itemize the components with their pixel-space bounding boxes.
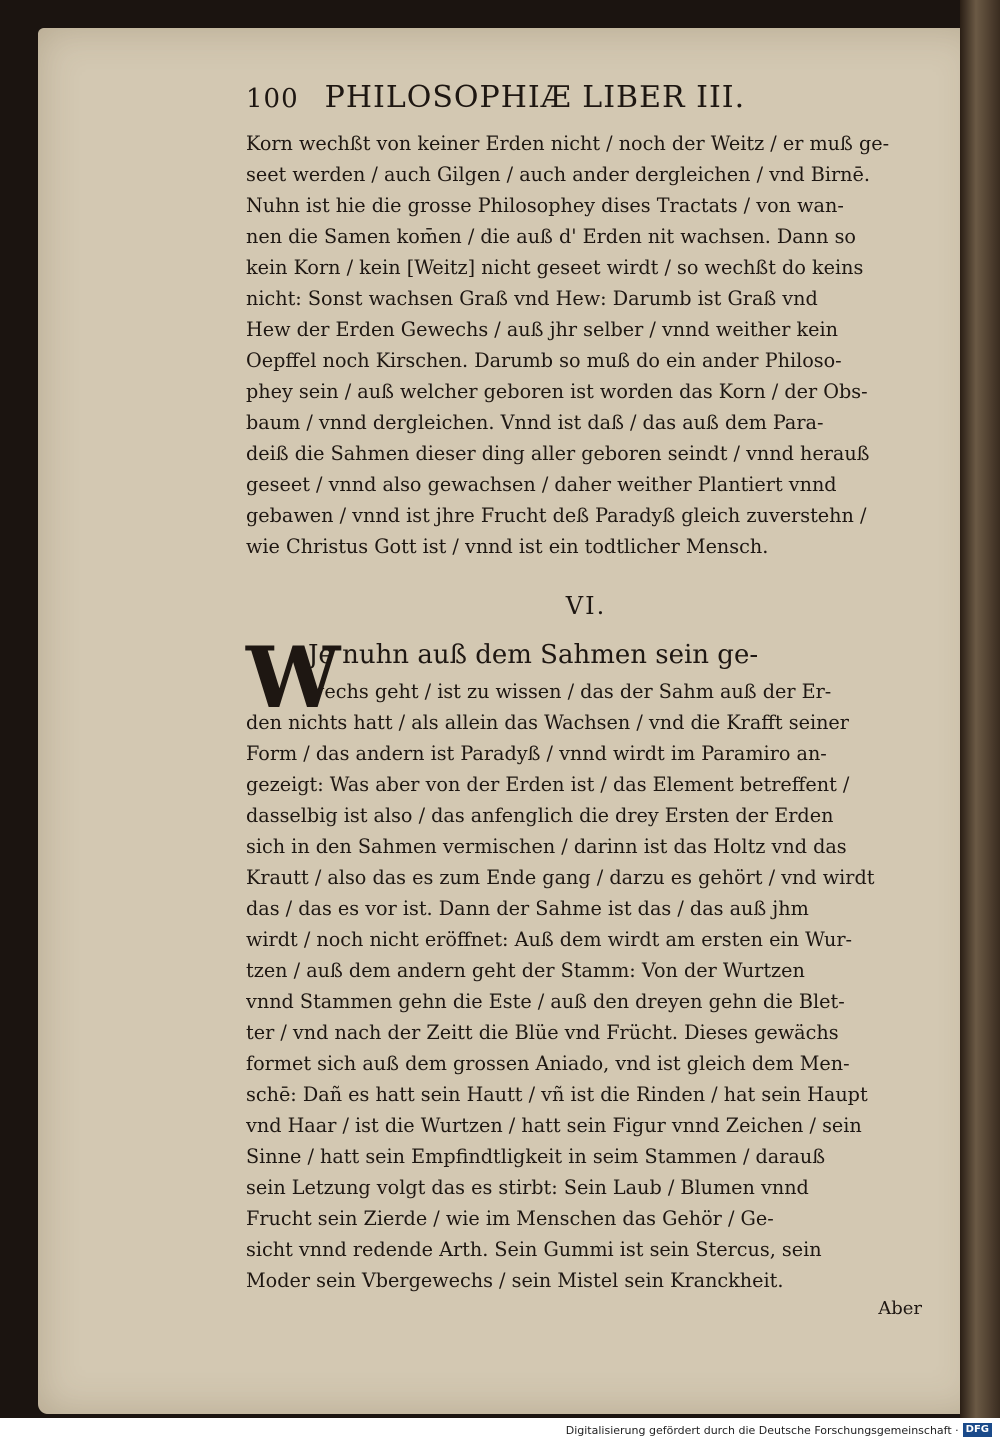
catchword: Aber: [878, 1298, 922, 1319]
text-line: vnnd Stammen gehn die Este / auß den dreyen gehn die Blet-: [246, 990, 845, 1013]
section-number: VI.: [565, 592, 607, 620]
text-line: ter / vnd nach der Zeitt die Blüe vnd Frücht. Dieses gewächs: [246, 1021, 839, 1044]
top-paragraph: [246, 128, 926, 562]
text-line: wechs geht / ist zu wissen / das der Sahm auß der Er-: [308, 680, 832, 703]
text-line: tzen / auß dem andern geht der Stamm: Von der Wurtzen: [246, 959, 805, 982]
text-line: sicht vnnd redende Arth. Sein Gummi ist sein Stercus, sein: [246, 1238, 822, 1261]
drop-cap: W: [246, 628, 341, 727]
text-line: kein Korn / kein [Weitz] nicht geseet wirdt / so wechßt do keins: [246, 256, 864, 279]
text-line: Frucht sein Zierde / wie im Menschen das Gehör / Ge-: [246, 1207, 774, 1230]
text-line: sich in den Sahmen vermischen / darinn ist das Holtz vnd das: [246, 835, 847, 858]
text-line: sein Letzung volgt das es stirbt: Sein Laub / Blumen vnnd: [246, 1176, 809, 1199]
text-line: das / das es vor ist. Dann der Sahme ist das / das auß jhm: [246, 897, 809, 920]
text-line: Sinne / hatt sein Empfindtligkeit in seim Stammen / darauß: [246, 1145, 826, 1168]
text-line: seet werden / auch Gilgen / auch ander dergleichen / vnd Birnē.: [246, 163, 870, 186]
text-line: geseet / vnnd also gewachsen / daher weither Plantiert vnnd: [246, 473, 837, 496]
text-line: gebawen / vnnd ist jhre Frucht deß Paradyß gleich zuverstehn /: [246, 504, 867, 527]
text-line: Form / das andern ist Paradyß / vnnd wirdt im Paramiro an-: [246, 742, 827, 765]
text-line: Oepffel noch Kirschen. Darumb so muß do ein ander Philoso-: [246, 349, 842, 372]
text-line: nen die Samen kom̄en / die auß d' Erden nit wachsen. Dann so: [246, 225, 856, 248]
text-line: Hew der Erden Gewechs / auß jhr selber / vnnd weither kein: [246, 318, 838, 341]
text-line: den nichts hatt / als allein das Wachsen / vnd die Krafft seiner: [246, 711, 849, 734]
text-line: formet sich auß dem grossen Aniado, vnd ist gleich dem Men-: [246, 1052, 850, 1075]
text-line: phey sein / auß welcher geboren ist worden das Korn / der Obs-: [246, 380, 868, 403]
text-line: wirdt / noch nicht eröffnet: Auß dem wirdt am ersten ein Wur-: [246, 928, 853, 951]
running-title: PHILOSOPHIÆ LIBER III.: [324, 80, 746, 115]
text-line: baum / vnnd dergleichen. Vnnd ist daß / das auß dem Para-: [246, 411, 824, 434]
text-line: schē: Dañ es hatt sein Hautt / vñ ist die Rinden / hat sein Haupt: [246, 1083, 868, 1106]
digitization-footer: [0, 1418, 1000, 1442]
running-head: [246, 80, 926, 128]
text-block: [246, 80, 926, 1319]
text-line: deiß die Sahmen dieser ding aller geboren seindt / vnnd herauß: [246, 442, 870, 465]
text-line: wie Christus Gott ist / vnnd ist ein todtlicher Mensch.: [246, 535, 769, 558]
funding-credit: Digitalisierung gefördert durch die Deutsche Forschungsgemeinschaft ·: [565, 1423, 959, 1437]
text-line: Moder sein Vbergewechs / sein Mistel sein Kranckheit.: [246, 1269, 784, 1292]
page-number: 100: [246, 84, 299, 114]
text-line: nicht: Sonst wachsen Graß vnd Hew: Darumb ist Graß vnd: [246, 287, 818, 310]
text-line: vnd Haar / ist die Wurtzen / hatt sein Figur vnnd Zeichen / sein: [246, 1114, 862, 1137]
book-spine: [960, 0, 1000, 1418]
text-line: Krautt / also das es zum Ende gang / darzu es gehört / vnd wirdt: [246, 866, 875, 889]
section-paragraph: [246, 707, 926, 1296]
text-line: Nuhn ist hie die grosse Philosophey dises Tractats / von wan-: [246, 194, 844, 217]
text-line: gezeigt: Was aber von der Erden ist / das Element betreffent /: [246, 773, 850, 796]
text-line: dasselbig ist also / das anfenglich die drey Ersten der Erden: [246, 804, 834, 827]
text-line: Korn wechßt von keiner Erden nicht / noch der Weitz / er muß ge-: [246, 132, 890, 155]
dfg-logo-icon: DFG: [963, 1423, 992, 1437]
first-line: Je nuhn auß dem Sahmen sein ge-: [308, 640, 759, 670]
